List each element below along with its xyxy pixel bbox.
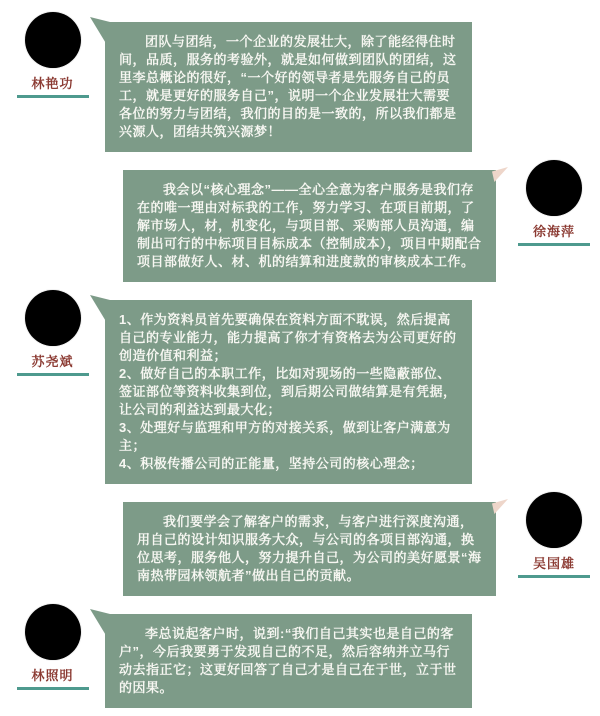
speaker-block bbox=[0, 290, 105, 376]
speech-bubble bbox=[123, 502, 496, 596]
message-text: 李总说起客户时，说到:“我们自己其实也是自己的客户”，今后我要勇于发现自己的不足，然后容纳并立马行动去指正它；这更好回答了自己才是自己在于世，立于世的因果。 bbox=[119, 626, 457, 695]
speaker-name: 林照明 bbox=[31, 668, 74, 683]
person-icon bbox=[25, 290, 81, 346]
speaker-name: 吴国雄 bbox=[532, 556, 575, 571]
person-icon bbox=[526, 160, 582, 216]
speaker-name: 林艳功 bbox=[31, 76, 74, 91]
speech-bubble bbox=[105, 300, 472, 484]
name-underline bbox=[17, 373, 89, 376]
avatar bbox=[25, 12, 81, 68]
list-item: 4、积极传播公司的正能量，坚持公司的核心理念； bbox=[119, 456, 424, 471]
speaker-block bbox=[508, 160, 600, 246]
message-row bbox=[0, 160, 600, 282]
avatar bbox=[526, 492, 582, 548]
message-text: 我们要学会了解客户的需求，与客户进行深度沟通，用自己的设计知识服务大众，与公司的各项目部沟通，换位思考，服务他人，努力提升自己，为公司的美好愿景“海南热带园林领航者”做出自己的贡献。 bbox=[137, 514, 482, 583]
message-row bbox=[0, 604, 600, 708]
speech-bubble bbox=[105, 614, 472, 708]
list-item: 1、作为资料员首先要确保在资料方面不耽误，然后提高自己的专业能力，能力提高了你才有资格去为公司更好的创造价值和利益； bbox=[119, 312, 457, 363]
person-icon bbox=[25, 604, 81, 660]
speaker-block bbox=[0, 12, 105, 98]
name-underline bbox=[518, 243, 590, 246]
message-row bbox=[0, 290, 600, 484]
message-row bbox=[0, 492, 600, 596]
bubble-tail bbox=[492, 167, 508, 182]
speaker-name: 苏尧斌 bbox=[31, 354, 74, 369]
bubble-tail bbox=[492, 499, 508, 514]
name-underline bbox=[17, 95, 89, 98]
message-text: 团队与团结，一个企业的发展壮大，除了能经得住时间，品质，服务的考验外，就是如何做到团队的团结，这里李总概论的很好，“一个好的领导者是先服务自己的员工，就是更好的服务自己”，说明一个企业发展壮大需要各位的努力与团结，我们的目的是一致的，所以我们都是兴源人，团结共筑兴源梦！ bbox=[119, 34, 457, 139]
person-icon bbox=[25, 12, 81, 68]
avatar bbox=[25, 290, 81, 346]
avatar bbox=[526, 160, 582, 216]
speaker-block bbox=[0, 604, 105, 690]
speech-bubble bbox=[123, 170, 496, 282]
speaker-name: 徐海萍 bbox=[532, 224, 575, 239]
message-text: 我会以“核心理念”——全心全意为客户服务是我们存在的唯一理由对标我的工作，努力学习、在项目前期，了解市场人，材，机变化，与项目部、采购部人员沟通，编制出可行的中标项目目标成本（控制成本），项目中期配合项目部做好人、材、机的结算和进度款的审核成本工作。 bbox=[137, 182, 482, 269]
list-item: 2、做好自己的本职工作，比如对现场的一些隐蔽部位、签证部位等资料收集到位，到后期公司做结算是有凭据，让公司的利益达到最大化； bbox=[119, 366, 457, 417]
speaker-block bbox=[508, 492, 600, 578]
name-underline bbox=[518, 575, 590, 578]
person-icon bbox=[526, 492, 582, 548]
message-row bbox=[0, 12, 600, 152]
name-underline bbox=[17, 687, 89, 690]
list-item: 3、处理好与监理和甲方的对接关系，做到让客户满意为主； bbox=[119, 420, 451, 453]
speech-bubble bbox=[105, 22, 472, 152]
avatar bbox=[25, 604, 81, 660]
